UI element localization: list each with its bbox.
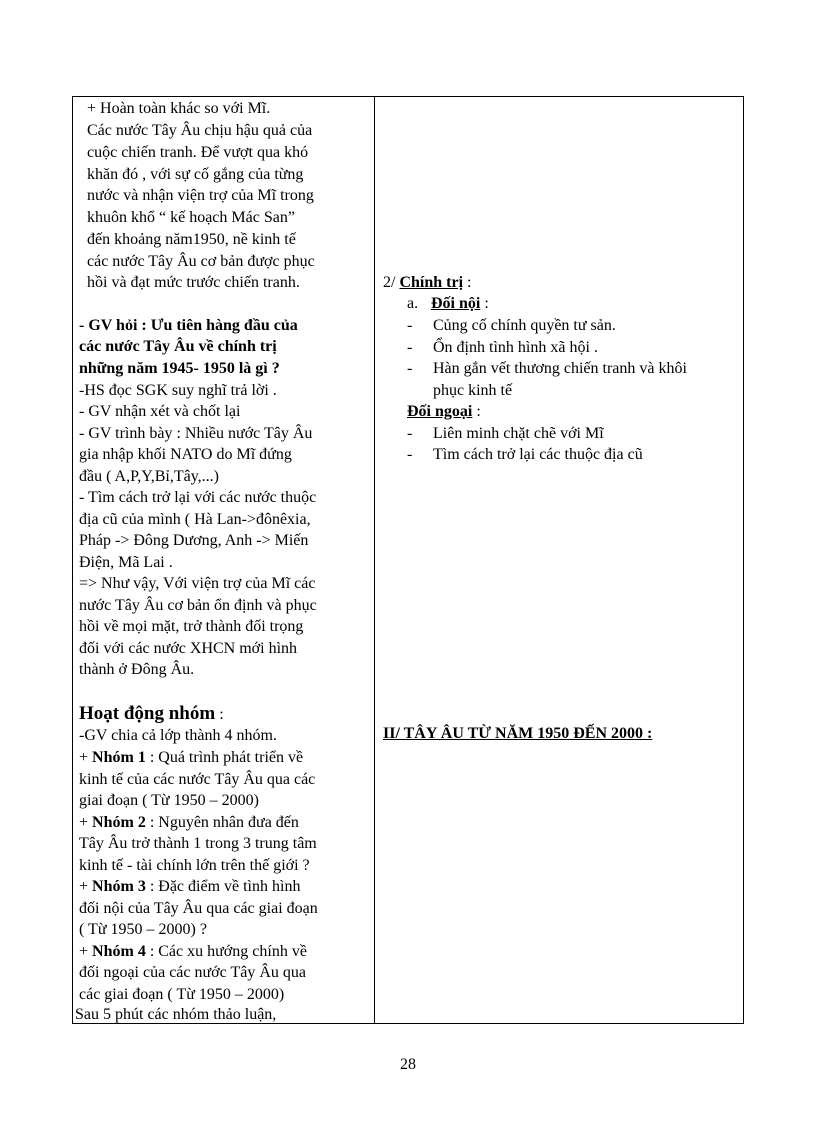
text-line: đến khoảng năm1950, nề kinh tế [87,231,296,248]
text-line: kinh tế của các nước Tây Âu qua các [79,771,316,788]
text-line: Sau 5 phút các nhóm thảo luận, [75,1006,277,1023]
question-line: những năm 1945- 1950 là gì ? [79,360,280,377]
text-line: - GV trình bày : Nhiều nước Tây Âu [79,425,313,442]
text-line: -GV chia cả lớp thành 4 nhóm. [79,727,277,744]
text-line: đầu ( A,P,Y,Bỉ,Tây,...) [79,468,219,485]
text-line: thành ở Đông Âu. [79,661,195,678]
text-line: khuôn khổ “ kế hoạch Mác San” [87,209,295,226]
group-activity-heading: Hoạt động nhóm : [79,703,224,724]
text-line: cuộc chiến tranh. Để vượt qua khó [87,144,309,161]
text-line: ( Từ 1950 – 2000) ? [79,921,207,938]
text-line: đối ngoại của các nước Tây Âu qua [79,964,306,981]
text-line: đối với các nước XHCN mới hình [79,640,298,657]
list-item: - Củng cố chính quyền tư sản. [407,317,616,334]
column-divider [374,97,375,1023]
list-item: - Ổn định tình hình xã hội . [407,339,598,356]
list-item: - Liên minh chặt chẽ với Mĩ [407,425,604,442]
text-line: - Tìm cách trở lại với các nước thuộc [79,489,317,506]
text-line: nước Tây Âu cơ bản ổn định và phục [79,597,317,614]
text-line: gia nhập khối NATO do Mĩ đứng [79,446,292,463]
text-line: địa cũ của mình ( Hà Lan->đônêxia, [79,511,311,528]
text-line: kinh tế - tài chính lớn trên thế giới ? [79,857,310,874]
list-item: - Tìm cách trở lại các thuộc địa cũ [407,446,643,463]
page-number: 28 [400,1056,416,1073]
question-line: các nước Tây Âu về chính trị [79,338,277,355]
text-line: Điện, Mã Lai . [79,554,173,571]
subsection-heading: Đối ngoại : [407,403,481,420]
text-line: hồi về mọi mặt, trở thành đối trọng [79,618,304,635]
group-task: + Nhóm 1 : Quá trình phát triển về [79,749,304,766]
content-table [72,96,744,1024]
text-line: - GV nhận xét và chốt lại [79,403,241,420]
text-line: các giai đoạn ( Từ 1950 – 2000) [79,986,285,1003]
text-line: giai đoạn ( Từ 1950 – 2000) [79,792,259,809]
section-heading: II/ TÂY ÂU TỪ NĂM 1950 ĐẾN 2000 : [383,725,653,742]
text-line: => Như vậy, Với viện trợ của Mĩ các [79,575,316,592]
subsection-heading: a. Đối nội : [407,295,489,312]
group-task: + Nhóm 2 : Nguyên nhân đưa đến [79,814,299,831]
text-line: các nước Tây Âu cơ bản được phục [87,253,315,270]
text-line: hồi và đạt mức trước chiến tranh. [87,274,300,291]
text-line: Tây Âu trở thành 1 trong 3 trung tâm [79,835,317,852]
text-line: khăn đó , với sự cố gắng của từng [87,166,304,183]
list-item: - Hàn gắn vết thương chiến tranh và khôi [407,360,687,377]
text-line: + Hoàn toàn khác so với Mĩ. [87,100,271,117]
section-heading: 2/ Chính trị : [383,274,472,291]
text-line: phục kinh tế [433,382,513,399]
text-line: Pháp -> Đông Dương, Anh -> Miến [79,532,309,549]
text-line: nước và nhận viện trợ của Mĩ trong [87,187,314,204]
text-line: -HS đọc SGK suy nghĩ trả lời . [79,382,277,399]
group-task: + Nhóm 3 : Đặc điểm về tình hình [79,878,301,895]
text-line: đối nội của Tây Âu qua các giai đoạn [79,900,318,917]
question-line: - GV hỏi : Ưu tiên hàng đầu của [79,317,298,334]
text-line: Các nước Tây Âu chịu hậu quả của [87,122,313,139]
group-task: + Nhóm 4 : Các xu hướng chính về [79,943,307,960]
